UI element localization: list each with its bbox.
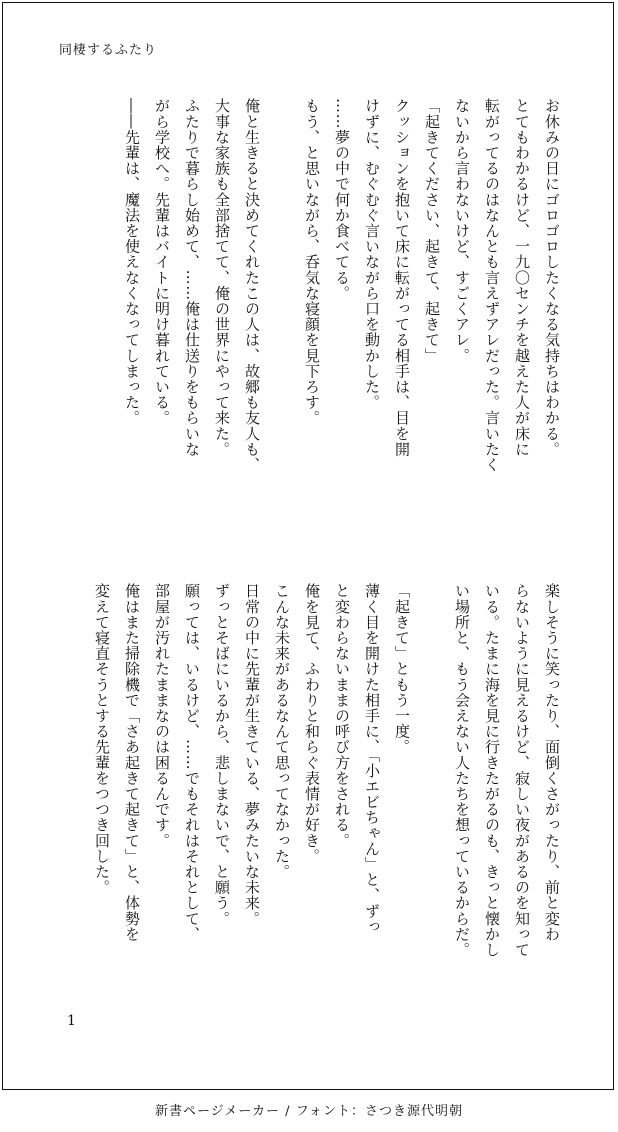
text-column: がら学校へ。先輩はバイトに明け暮れている。: [153, 98, 171, 426]
book-page: [2, 2, 614, 1090]
text-column: クッションを抱いて床に転がってる相手は、目を開: [393, 98, 411, 457]
blank-column: [267, 98, 297, 543]
text-column: い場所と、もう会えない人たちを想っているからだ。: [453, 583, 471, 958]
text-column: と変わらないままの呼び方をされる。: [333, 583, 351, 849]
text-column: 大事な家族も全部捨てて、俺の世界にやって来た。: [213, 98, 231, 457]
text-column: 願っては、いるけど、……でもそれはそれとして、: [183, 583, 201, 942]
text-column: 俺はまた掃除機で「さあ起きて起きて」と、体勢を: [123, 583, 141, 942]
text-block-top: [55, 98, 567, 543]
text-column: お休みの日にゴロゴロしたくなる気持ちはわかる。: [543, 98, 561, 457]
text-column: 俺を見て、ふわりと和らぐ表情が好き。: [303, 583, 321, 864]
text-column: らないように見えるけど、寂しい夜があるのを知って: [513, 583, 531, 958]
text-column: 「起きてください、起きて、起きて」: [423, 98, 441, 364]
text-column: いる。たまに海を見に行きたがるのも、きっと懐かし: [483, 583, 501, 958]
text-column: 楽しそうに笑ったり、面倒くさがったり、前と変わ: [543, 583, 561, 942]
text-column: とてもわかるけど、一九〇センチを越えた人が床に: [513, 98, 531, 457]
running-header: 同棲するふたり: [59, 43, 158, 58]
blank-column: [417, 583, 447, 1028]
text-column: 「起きて」ともう一度。: [393, 583, 411, 755]
text-column: こんな未来があるなんて思ってなかった。: [273, 583, 291, 880]
page-number: 1: [67, 1013, 76, 1029]
text-column: 薄く目を開けた相手に、「小エビちゃん」と、ずっ: [363, 583, 381, 935]
text-block-bottom: [55, 583, 567, 1028]
text-column: ずっとそばにいるから、悲しまないで、と願う。: [213, 583, 231, 927]
text-column: ないから言わないけど、すごくアレ。: [453, 98, 471, 364]
text-column: 部屋が汚れたままなのは困るんです。: [153, 583, 171, 849]
text-column: 転がってるのはなんとも言えずアレだった。言いたく: [483, 98, 501, 473]
text-column: けずに、むぐむぐ言いながら口を動かした。: [363, 98, 381, 410]
footer-caption: 新書ページメーカー / フォント：さつき源代明朝: [154, 1104, 464, 1119]
text-column: ――先輩は、魔法を使えなくなってしまった。: [123, 98, 141, 426]
text-column: 変えて寝直そうとする先輩をつつき回した。: [93, 583, 111, 895]
text-column: ふたりで暮らし始めて、……俺は仕送りをもらいな: [183, 98, 201, 457]
text-column: もう、と思いながら、呑気な寝顔を見下ろす。: [303, 98, 321, 426]
text-column: 俺と生きると決めてくれたこの人は、故郷も友人も、: [243, 98, 261, 473]
text-column: 日常の中に先輩が生きている、夢みたいな未来。: [243, 583, 261, 927]
text-column: ……夢の中で何か食べてる。: [333, 98, 351, 301]
